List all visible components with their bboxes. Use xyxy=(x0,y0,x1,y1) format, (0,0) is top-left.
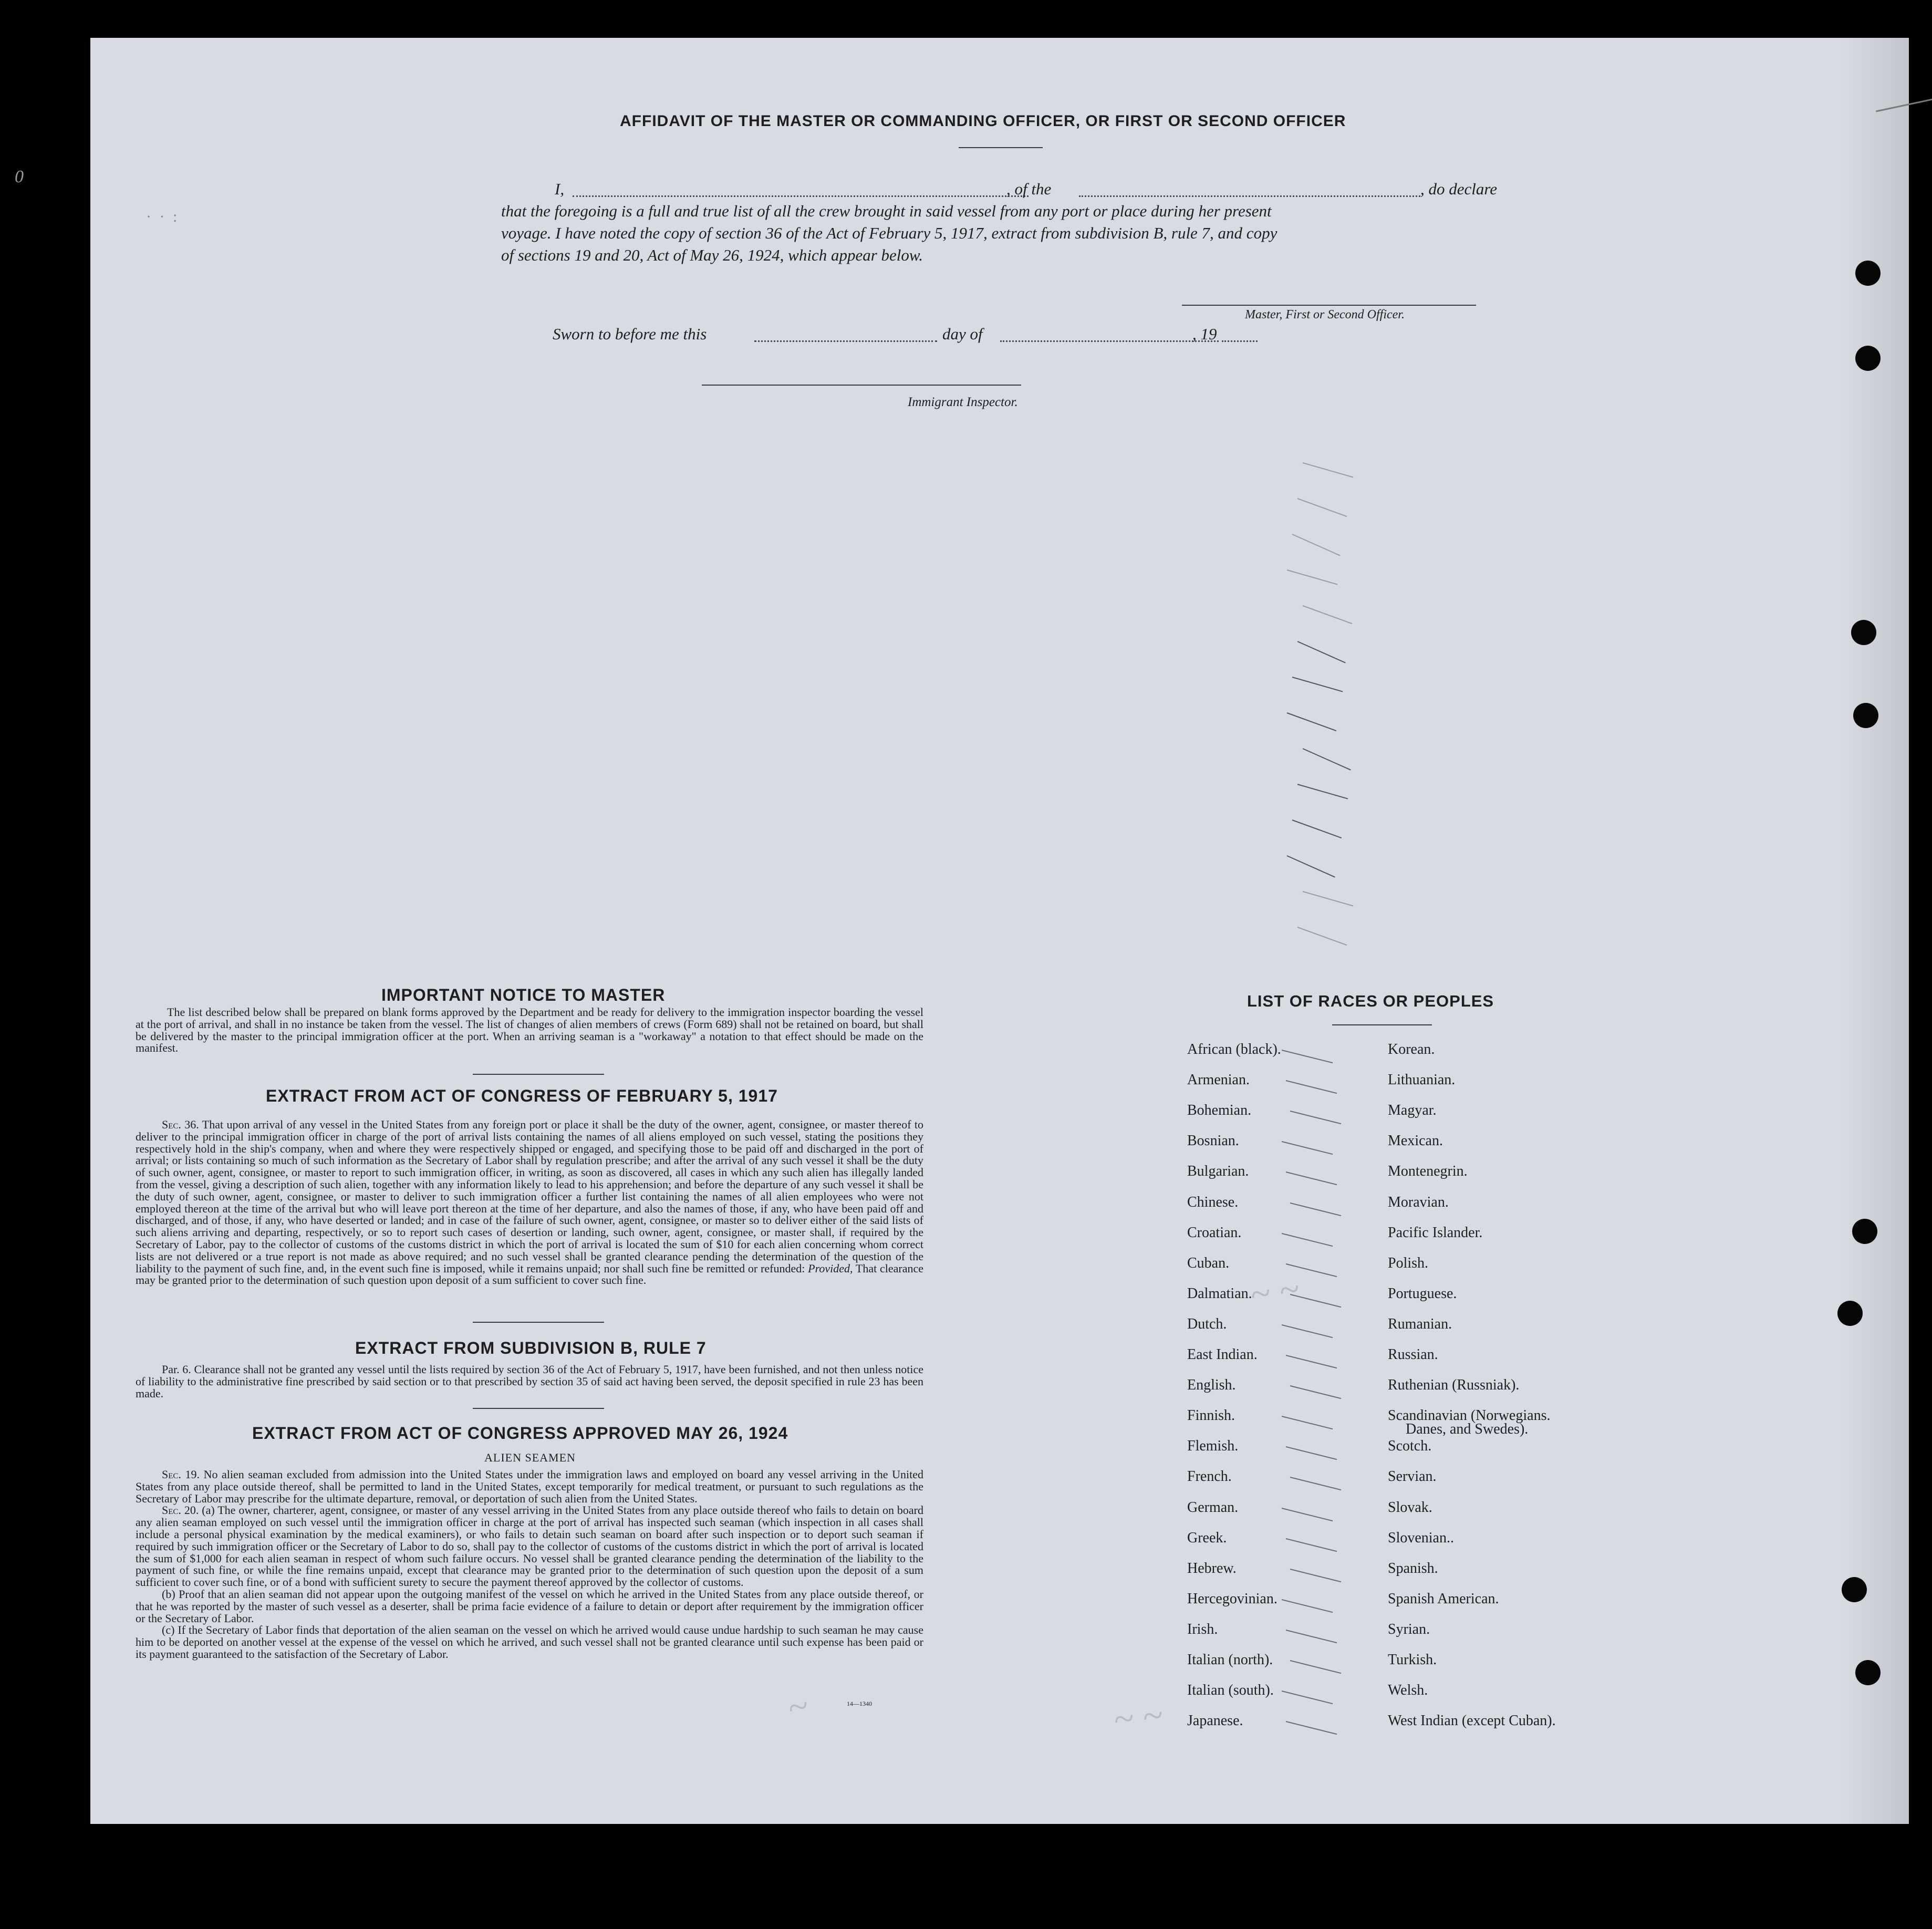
race-item: Slovak. xyxy=(1388,1499,1432,1516)
race-item: Scandinavian (Norwegians. xyxy=(1388,1407,1551,1424)
declaration-of-the: , of the xyxy=(1006,180,1052,198)
race-item: Russian. xyxy=(1388,1346,1438,1363)
divider xyxy=(473,1074,604,1075)
divider xyxy=(473,1322,604,1323)
extract-rule7-body: Par. 6. Clearance shall not be granted any vessel until the lists required by section 36 of the Act of February 5, 1917, have been furnished, and not then unless notice of liability to the administrative fine prescribed by said section or to that prescribed by section 35 of said act having been served, the deposit specified in rule 23 has been made. xyxy=(136,1363,923,1400)
notice-body: The list described below shall be prepared on blank forms approved by the Department and be ready for delivery to the immigration inspector boarding the vessel at the port of arrival, and shall in no instance be taken from the vessel. The list of changes of alien members of crews (Form 689) shall not be retained on board, but shall be delivered by the master to the principal immigration officer at the port. When an arriving seaman is a "workaway" a notation to that effect should be made on the manifest. xyxy=(136,1005,923,1055)
race-item: Portuguese. xyxy=(1388,1285,1457,1302)
race-item: Moravian. xyxy=(1388,1194,1449,1210)
declaration-i: I, xyxy=(555,180,565,198)
race-item: English. xyxy=(1187,1377,1236,1394)
margin-mark: · · : xyxy=(146,208,180,225)
declaration-line-1 xyxy=(555,180,1516,201)
race-item: Magyar. xyxy=(1388,1102,1437,1119)
declaration-do-declare: , do declare xyxy=(1420,180,1498,198)
race-item: Japanese. xyxy=(1187,1713,1243,1729)
sec19-label: Sec. 19. xyxy=(162,1468,200,1481)
race-item: Irish. xyxy=(1187,1621,1218,1637)
alien-seamen-subtitle: ALIEN SEAMEN xyxy=(484,1451,576,1464)
race-item: Chinese. xyxy=(1187,1194,1239,1210)
binder-hole-2 xyxy=(1855,346,1881,371)
sworn-day-of: day of xyxy=(942,325,983,343)
extract-1917-body xyxy=(136,1119,923,1287)
divider xyxy=(473,1408,604,1409)
binder-hole-5 xyxy=(1852,1219,1877,1244)
sec36-text: That upon arrival of any vessel in the United States from any foreign port or place it shall be the duty of the owner, agent, consignee, or master thereof to deliver to the principal immigration officer in charge of the port of arrival lists containing the names of all aliens employed on such vessel, stating the positions they respectively hold in the ship's company, when and where they were respectively shipped or engaged, and specifying those to be paid off and discharged in the port of arrival; or lists containing so much of such information as the Secretary of Labor shall by regulation prescribe; and after the arrival of any such vessel it shall be the duty of such owner, agent, consignee, or master to report to such immigration officer, in writing, as soon as discovered, all cases in which any such alien has illegally landed from the vessel, giving a description of such alien, together with any information likely to lead to his apprehension; and before the departure of any such vessel it shall be the duty of such owner, agent, consignee, or master to deliver to such immigration officer a further list containing the names of all alien employees who were not employed thereon at the time of the arrival but who will leave port thereon at the time of her departure, and also the names of those, if any, who have been paid off and discharged, and of those, if any, who have deserted or landed; and in case of the failure of such owner, agent, consignee, or master so to deliver either of the said lists of such aliens arriving and departing, respectively, or so to report such cases of desertion or landing, such owner, agent, consignee, or master shall, if required by the Secretary of Labor, pay to the collector of customs of the customs district in which the port of arrival is located the sum of $10 for each alien concerning whom correct lists are not delivered or a true report is not made as above required; and no such vessel shall be granted clearance pending the determination of the question of the liability to the payment of such fine, and, in the event such fine is imposed, while it remains unpaid; nor shall such fine be remitted or refunded: xyxy=(136,1118,924,1275)
binder-hole-3 xyxy=(1851,620,1876,645)
sec20a-text: (a) The owner, charterer, agent, consignee, or master of any vessel arriving in the United States from any place outside thereof who fails to detain on board any alien seaman employed on such vessel until the immigration officer in charge at the port of arrival has inspected such seaman (which inspection in all cases shall include a personal physical examination by the medical examiners), or who fails to detain such seaman on board after such inspection or to deport such seaman if required by such immigration officer or the Secretary of Labor to do so, shall pay to the collector of customs of the customs district in which the port of arrival is located the sum of $1,000 for each alien seaman in respect of whom such failure occurs. No vessel shall be granted clearance pending the determination of the liability to the payment of such fine, or while the fine remains unpaid, except that clearance may be granted prior to the determination of such question upon the deposit of a sum sufficient to cover such fine, or of a bond with sufficient surety to secure the payment thereof approved by the collector of customs. xyxy=(136,1503,924,1589)
form-number: 14—1340 xyxy=(847,1700,872,1707)
binder-hole-1 xyxy=(1855,261,1881,286)
race-item: Croatian. xyxy=(1187,1224,1242,1241)
sworn-prefix: Sworn to before me this xyxy=(553,325,707,343)
binder-hole-6 xyxy=(1837,1301,1863,1326)
master-signature-label: Master, First or Second Officer. xyxy=(1245,308,1405,322)
race-item: Hercegovinian. xyxy=(1187,1590,1277,1607)
binder-hole-7 xyxy=(1842,1577,1867,1602)
sworn-year-prefix: , 19 xyxy=(1192,325,1217,343)
master-signature-line[interactable] xyxy=(1182,305,1476,306)
race-item: Hebrew. xyxy=(1187,1560,1237,1577)
extract-rule7-title: EXTRACT FROM SUBDIVISION B, RULE 7 xyxy=(355,1339,707,1357)
race-item: East Indian. xyxy=(1187,1346,1258,1363)
sec36-label: Sec. 36. xyxy=(162,1118,199,1131)
race-item: Mexican. xyxy=(1388,1133,1443,1149)
sec20b-paragraph: (b) Proof that an alien seaman did not appear upon the outgoing manifest of the vessel on which he arrived in the United States from any place outside thereof, or that he was reported by the master of such vessel as a deserter, shall be prima facie evidence of a failure to detain or deport after requirement by the immigration officer or the Secretary of Labor. xyxy=(136,1587,923,1625)
sec19-text: No alien seaman excluded from admission into the United States under the immigration laws and employed on board any vessel arriving in the United States from any place outside thereof, shall be permitted to land in the United States, except temporarily for medical treatment, or pursuant to such regulations as the Secretary of Labor may prescribe for the ultimate departure, removal, or deportation of such alien from the United States. xyxy=(136,1468,923,1505)
declaration-line-4: of sections 19 and 20, Act of May 26, 1924, which appear below. xyxy=(501,246,923,264)
title-underline xyxy=(959,147,1043,148)
race-item: Spanish American. xyxy=(1388,1590,1499,1607)
declaration-line-2: that the foregoing is a full and true list of all the crew brought in said vessel from any port or place during her present xyxy=(501,202,1272,220)
race-item: Rumanian. xyxy=(1388,1315,1452,1332)
race-item: Scotch. xyxy=(1388,1438,1432,1455)
race-item: Italian (south). xyxy=(1187,1682,1274,1699)
affidavit-title: AFFIDAVIT OF THE MASTER OR COMMANDING OFFICER, OR FIRST OR SECOND OFFICER xyxy=(620,112,1346,130)
sworn-month-field[interactable] xyxy=(1000,340,1219,342)
race-item: Syrian. xyxy=(1388,1621,1430,1637)
vessel-name-field[interactable] xyxy=(1079,195,1420,197)
race-item: Cuban. xyxy=(1187,1254,1230,1271)
race-item: Flemish. xyxy=(1187,1438,1239,1455)
race-item: Dalmatian. xyxy=(1187,1285,1252,1302)
races-title-underline xyxy=(1332,1024,1432,1025)
race-item: Dutch. xyxy=(1187,1315,1227,1332)
bleed-through-mark: ~ ~ xyxy=(1248,1268,1302,1316)
bleed-through-mark: ~ ~ xyxy=(1112,1695,1165,1740)
race-item: Spanish. xyxy=(1388,1560,1438,1577)
race-item: Bosnian. xyxy=(1187,1133,1239,1149)
sworn-line xyxy=(553,325,1267,346)
race-item: Lithuanian. xyxy=(1388,1072,1456,1088)
officer-name-field[interactable] xyxy=(573,195,1029,197)
sworn-day-field[interactable] xyxy=(754,340,937,342)
declaration-line-3: voyage. I have noted the copy of section 36 of the Act of February 5, 1917, extract from subdivision B, rule 7, and copy xyxy=(501,224,1277,242)
race-item: African (black). xyxy=(1187,1041,1281,1057)
race-item: Danes, and Swedes). xyxy=(1406,1421,1529,1438)
race-item: Pacific Islander. xyxy=(1388,1224,1483,1241)
race-item: Welsh. xyxy=(1388,1682,1428,1699)
sec36-provided: Provided, xyxy=(808,1261,853,1275)
bleed-through-mark: ~ xyxy=(784,1685,812,1729)
race-item: Bulgarian. xyxy=(1187,1163,1249,1180)
sworn-year-field[interactable] xyxy=(1222,340,1258,342)
margin-mark: 0 xyxy=(15,167,24,186)
extract-1917-title: EXTRACT FROM ACT OF CONGRESS OF FEBRUARY 5, 1917 xyxy=(266,1086,778,1105)
race-item: French. xyxy=(1187,1468,1232,1485)
page-edge-shadow xyxy=(1841,38,1909,1824)
race-item: Armenian. xyxy=(1187,1072,1250,1088)
inspector-signature-line[interactable] xyxy=(702,385,1021,386)
inspector-label: Immigrant Inspector. xyxy=(908,395,1018,409)
notice-title: IMPORTANT NOTICE TO MASTER xyxy=(381,986,666,1004)
sec20a-paragraph xyxy=(136,1505,923,1589)
race-item: Italian (north). xyxy=(1187,1652,1273,1668)
sec20c-paragraph: (c) If the Secretary of Labor finds that deportation of the alien seaman on the vessel on which he arrived would cause undue hardship to such seaman he may cause him to be deported on another vessel at the expense of the vessel on which he arrived, and such vessel shall not be granted clearance until such expense has been paid or its payment guaranteed to the satisfaction of the Secretary of Labor. xyxy=(136,1623,923,1661)
race-item: Bohemian. xyxy=(1187,1102,1252,1119)
race-item: Ruthenian (Russniak). xyxy=(1388,1377,1520,1394)
race-item: Turkish. xyxy=(1388,1652,1437,1668)
sec20-label: Sec. 20. xyxy=(162,1503,199,1517)
race-item: Montenegrin. xyxy=(1388,1163,1468,1180)
race-item: Polish. xyxy=(1388,1254,1429,1271)
race-item: Greek. xyxy=(1187,1529,1227,1546)
race-item: German. xyxy=(1187,1499,1239,1516)
race-item: Slovenian.. xyxy=(1388,1529,1454,1546)
race-item: Servian. xyxy=(1388,1468,1437,1485)
sec19-paragraph xyxy=(136,1469,923,1505)
extract-1924-body xyxy=(136,1469,923,1661)
sec36-text-end: That clearance may be granted prior to the determination of such question upon deposit of a sum sufficient to cover such fine. xyxy=(136,1261,924,1287)
extract-1924-title: EXTRACT FROM ACT OF CONGRESS APPROVED MAY 26, 1924 xyxy=(252,1424,788,1443)
binder-hole-4 xyxy=(1853,703,1878,728)
race-item: Korean. xyxy=(1388,1041,1435,1057)
race-item: Finnish. xyxy=(1187,1407,1235,1424)
races-title: LIST OF RACES OR PEOPLES xyxy=(1247,992,1494,1010)
race-item: West Indian (except Cuban). xyxy=(1388,1713,1556,1729)
binder-hole-8 xyxy=(1855,1660,1881,1685)
